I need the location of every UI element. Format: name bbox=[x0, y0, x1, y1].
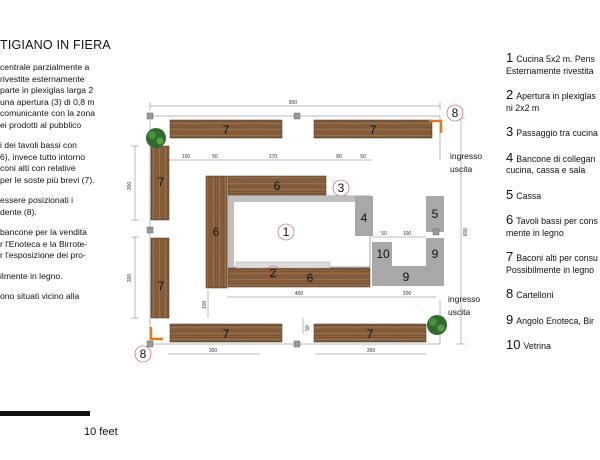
area-label: 9 bbox=[402, 270, 410, 284]
dim-label: 100 bbox=[181, 154, 191, 160]
dim-label: 800 bbox=[288, 100, 298, 106]
high-counter bbox=[151, 238, 169, 318]
legend-item bbox=[506, 251, 600, 276]
description-paragraph: bancone per la vendita r l'Enoteca e la Birrote- r l'esposizione dei pro- bbox=[0, 227, 88, 260]
scale-bar bbox=[0, 411, 90, 416]
legend-number: 9 bbox=[506, 311, 514, 327]
legend-number: 7 bbox=[506, 249, 514, 264]
area-label: 7 bbox=[369, 123, 377, 137]
dim-label: 100 bbox=[202, 300, 208, 310]
legend-item bbox=[506, 186, 600, 203]
area-label: 7 bbox=[222, 327, 230, 341]
legend-text: Vetrina bbox=[523, 341, 551, 351]
legend-item bbox=[506, 214, 600, 239]
legend-text: Baconi alti per consu Possibilmente in legno bbox=[506, 253, 598, 275]
description-paragraph: ono situati vicino alla bbox=[0, 291, 80, 301]
legend-text: Tavoli bassi per cons mente in legno bbox=[506, 216, 598, 238]
legend-item bbox=[506, 126, 600, 140]
dim-label: 270 bbox=[268, 154, 278, 160]
entrance-label: uscita bbox=[448, 307, 471, 317]
legend-item bbox=[506, 339, 600, 353]
plant-icon bbox=[427, 315, 447, 335]
legend-number: 10 bbox=[506, 337, 521, 352]
legend-item bbox=[506, 149, 600, 177]
legend-text: Apertura in plexiglas ni 2x2 m bbox=[506, 91, 596, 113]
area-label: 1 bbox=[282, 225, 290, 239]
legend-number: 3 bbox=[506, 124, 514, 139]
entrance-label: ingresso bbox=[450, 151, 483, 161]
kitchen-outline bbox=[228, 196, 370, 267]
dim-label: 300 bbox=[208, 348, 218, 354]
legend-item bbox=[506, 288, 600, 302]
area-label: 3 bbox=[337, 181, 345, 195]
dim-label: 600 bbox=[463, 227, 469, 237]
description-paragraph: i dei tavoli bassi con 6), invece tutto intorno coni alti con relative per le soste più brevi (7). bbox=[0, 140, 95, 185]
dim-label: 50 bbox=[381, 231, 387, 237]
dim-label: 300 bbox=[366, 348, 376, 354]
dim-label: 50 bbox=[212, 154, 218, 160]
legend-text: Bancone di collegan cucina, cassa e sala bbox=[506, 153, 596, 175]
area-label: 5 bbox=[431, 207, 439, 221]
area-label: 6 bbox=[306, 271, 314, 285]
legend-number: 8 bbox=[506, 286, 514, 301]
area-label: 4 bbox=[360, 211, 368, 225]
area-label: 8 bbox=[451, 106, 459, 120]
description-paragraph: ilmente in legno. bbox=[0, 270, 63, 281]
legend-number: 5 bbox=[506, 186, 514, 202]
legend-text: Angolo Enoteca, Bir bbox=[516, 315, 594, 326]
dim-label: 400 bbox=[294, 291, 304, 297]
dim-label: 200 bbox=[402, 291, 412, 297]
area-label: 6 bbox=[273, 179, 281, 193]
page-title: TIGIANO IN FIERA bbox=[0, 38, 111, 52]
entrance-bottom bbox=[448, 294, 480, 317]
legend-text: Cucina 5x2 m. Pens Esternamente rivestita bbox=[506, 54, 595, 76]
kitchen-wall bbox=[228, 202, 234, 267]
legend-item bbox=[506, 52, 600, 77]
dim-label: 50 bbox=[305, 325, 311, 331]
dim-label: 80 bbox=[336, 154, 342, 160]
legend-text: Cartelloni bbox=[516, 290, 554, 300]
dim-label: 300 bbox=[127, 181, 133, 191]
scale-label: 10 feet bbox=[84, 426, 118, 438]
dim-label: 50 bbox=[360, 154, 366, 160]
description-paragraph: essere posizionati i dente (8). bbox=[0, 195, 74, 217]
legend bbox=[506, 52, 600, 365]
legend-text: Cassa bbox=[516, 190, 542, 201]
plexiglass-opening bbox=[236, 262, 330, 268]
area-label: 2 bbox=[269, 266, 277, 280]
area-label: 10 bbox=[376, 247, 390, 261]
area-label: 7 bbox=[157, 175, 165, 189]
entrance-label: ingresso bbox=[448, 294, 481, 304]
area-label: 7 bbox=[366, 327, 374, 341]
legend-number: 1 bbox=[506, 52, 514, 65]
low-table bbox=[228, 268, 370, 287]
dim-label: 300 bbox=[127, 273, 133, 283]
legend-item bbox=[506, 89, 600, 114]
area-label: 6 bbox=[212, 225, 220, 239]
legend-number: 2 bbox=[506, 87, 514, 102]
area-label: 8 bbox=[139, 347, 147, 361]
entrance-label: uscita bbox=[450, 164, 473, 174]
area-label: 9 bbox=[431, 247, 439, 261]
dim-label: 100 bbox=[402, 231, 412, 237]
legend-text: Passaggio tra cucina bbox=[516, 128, 598, 138]
kitchen-wall bbox=[228, 196, 355, 202]
legend-item bbox=[506, 311, 600, 328]
legend-number: 6 bbox=[506, 212, 514, 227]
legend-number: 4 bbox=[506, 149, 514, 165]
area-label: 7 bbox=[222, 123, 230, 137]
entrance-top bbox=[450, 151, 482, 174]
area-label: 7 bbox=[157, 279, 165, 293]
signboard bbox=[151, 327, 163, 339]
plant-icon bbox=[146, 128, 166, 148]
description-paragraph: centrale parzialmente a rivestite esternamente parte in plexiglas larga 2 una apertura (3) di 0,8 m comunicante con la zona ei prodotti al pubblico bbox=[0, 62, 96, 130]
